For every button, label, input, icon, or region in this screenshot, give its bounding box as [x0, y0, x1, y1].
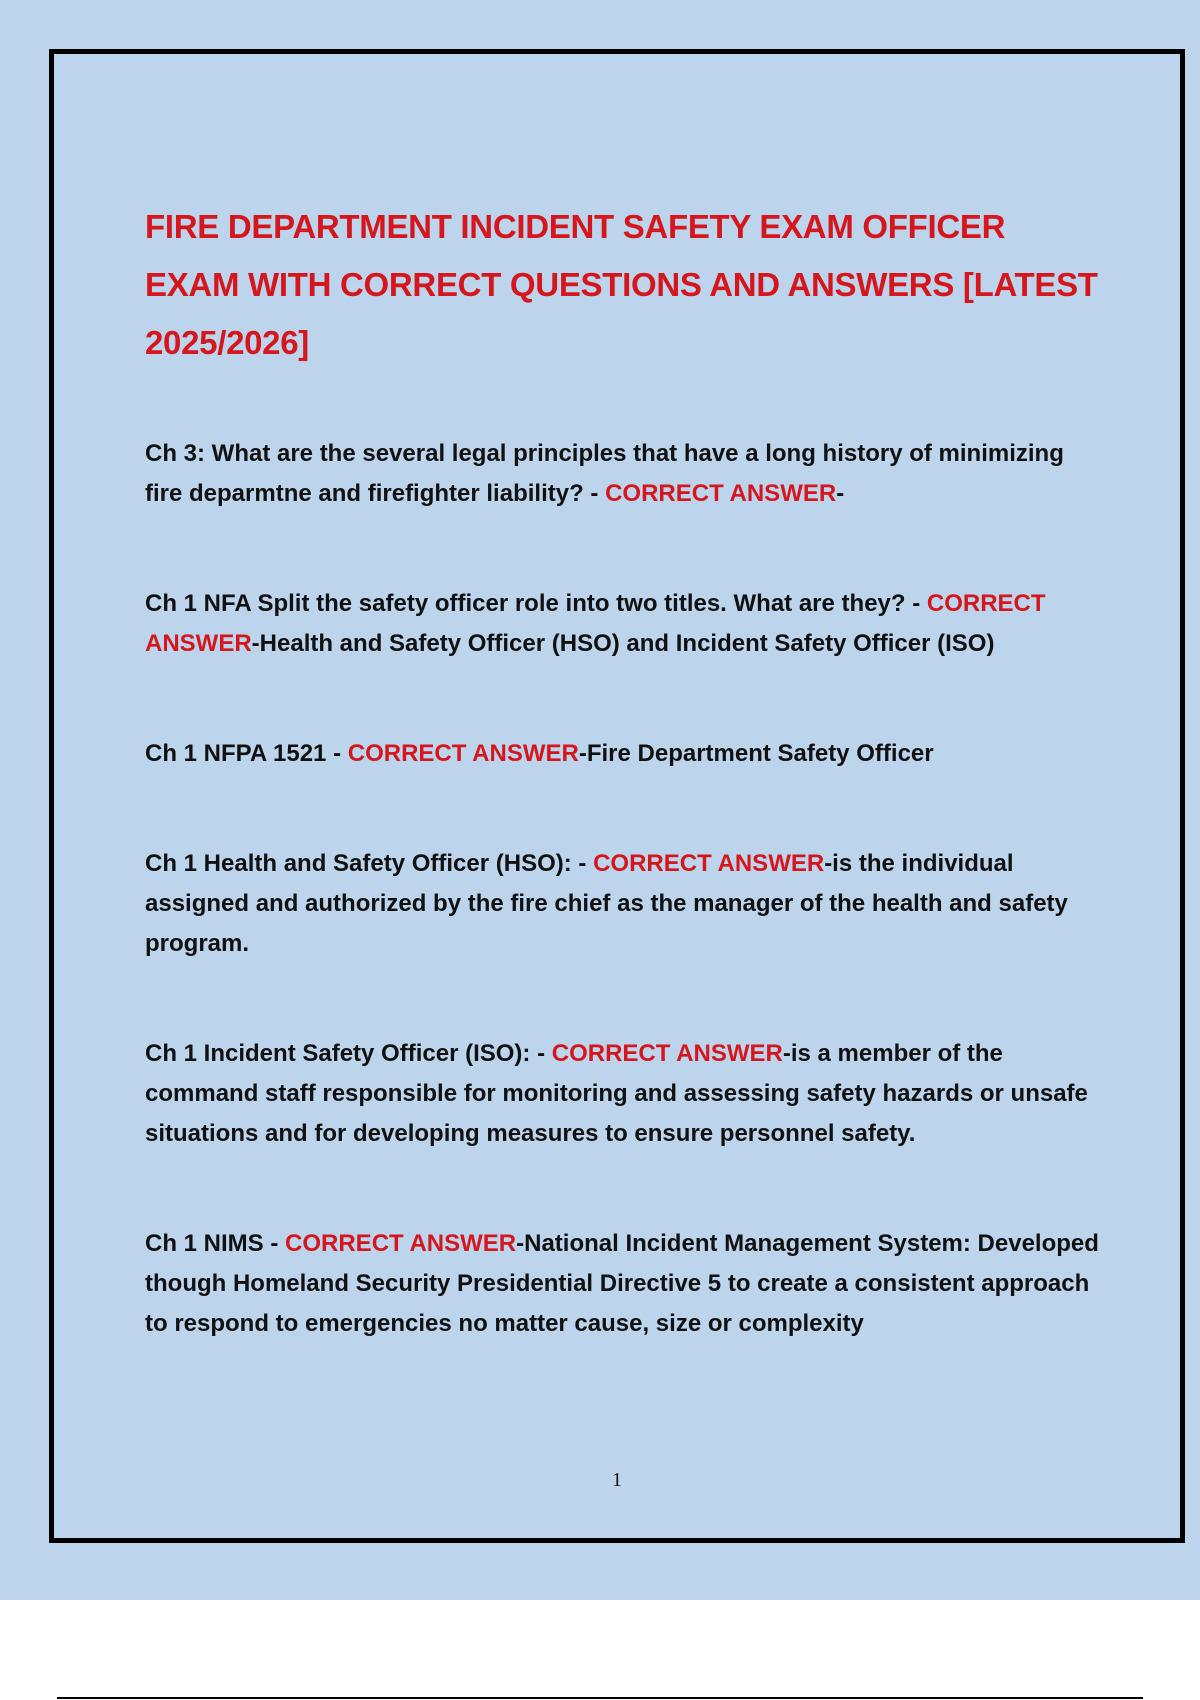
- question-text: Ch 1 Health and Safety Officer (HSO): -: [145, 850, 594, 877]
- correct-answer-label: CORRECT ANSWER: [145, 590, 1046, 657]
- qa-item: [145, 734, 1105, 774]
- qa-item: [145, 584, 1105, 664]
- question-text: Ch 1 Incident Safety Officer (ISO): -: [145, 1040, 552, 1067]
- correct-answer-label: CORRECT ANSWER: [285, 1230, 517, 1257]
- answer-text: -: [836, 480, 845, 507]
- question-text: Ch 1 NFA Split the safety officer role into two titles. What are they? -: [145, 590, 927, 617]
- answer-text: -Health and Safety Officer (HSO) and Incident Safety Officer (ISO): [251, 630, 995, 657]
- qa-item: [145, 1224, 1105, 1344]
- answer-text: -Fire Department Safety Officer: [578, 740, 934, 767]
- answer-text: -National Incident Management System: Developed though Homeland Security Presidential Directive 5 to create a consistent approach to respond to emergencies no matter cause, size or complexity: [145, 1230, 1099, 1337]
- document-content: [145, 198, 1105, 1414]
- correct-answer-label: CORRECT ANSWER: [593, 850, 825, 877]
- page-number: 1: [612, 1469, 622, 1491]
- correct-answer-label: CORRECT ANSWER: [347, 740, 579, 767]
- question-text: Ch 1 NFPA 1521 -: [145, 740, 348, 767]
- qa-item: [145, 844, 1105, 964]
- correct-answer-label: CORRECT ANSWER: [605, 480, 837, 507]
- qa-item: [145, 1034, 1105, 1154]
- correct-answer-label: CORRECT ANSWER: [551, 1040, 783, 1067]
- answer-text: -is the individual assigned and authorized by the fire chief as the manager of the health and safety program.: [145, 850, 1068, 957]
- bottom-divider-line: [57, 1697, 1143, 1699]
- question-text: Ch 3: What are the several legal principles that have a long history of minimizing fire deparmtne and firefighter liability? -: [145, 440, 1064, 507]
- question-text: Ch 1 NIMS -: [145, 1230, 286, 1257]
- document-title: FIRE DEPARTMENT INCIDENT SAFETY EXAM OFFICER EXAM WITH CORRECT QUESTIONS AND ANSWERS [LATEST 2025/2026]: [145, 208, 1098, 361]
- answer-text: -is a member of the command staff responsible for monitoring and assessing safety hazards or unsafe situations and for developing measures to ensure personnel safety.: [145, 1040, 1088, 1147]
- qa-item: [145, 434, 1105, 514]
